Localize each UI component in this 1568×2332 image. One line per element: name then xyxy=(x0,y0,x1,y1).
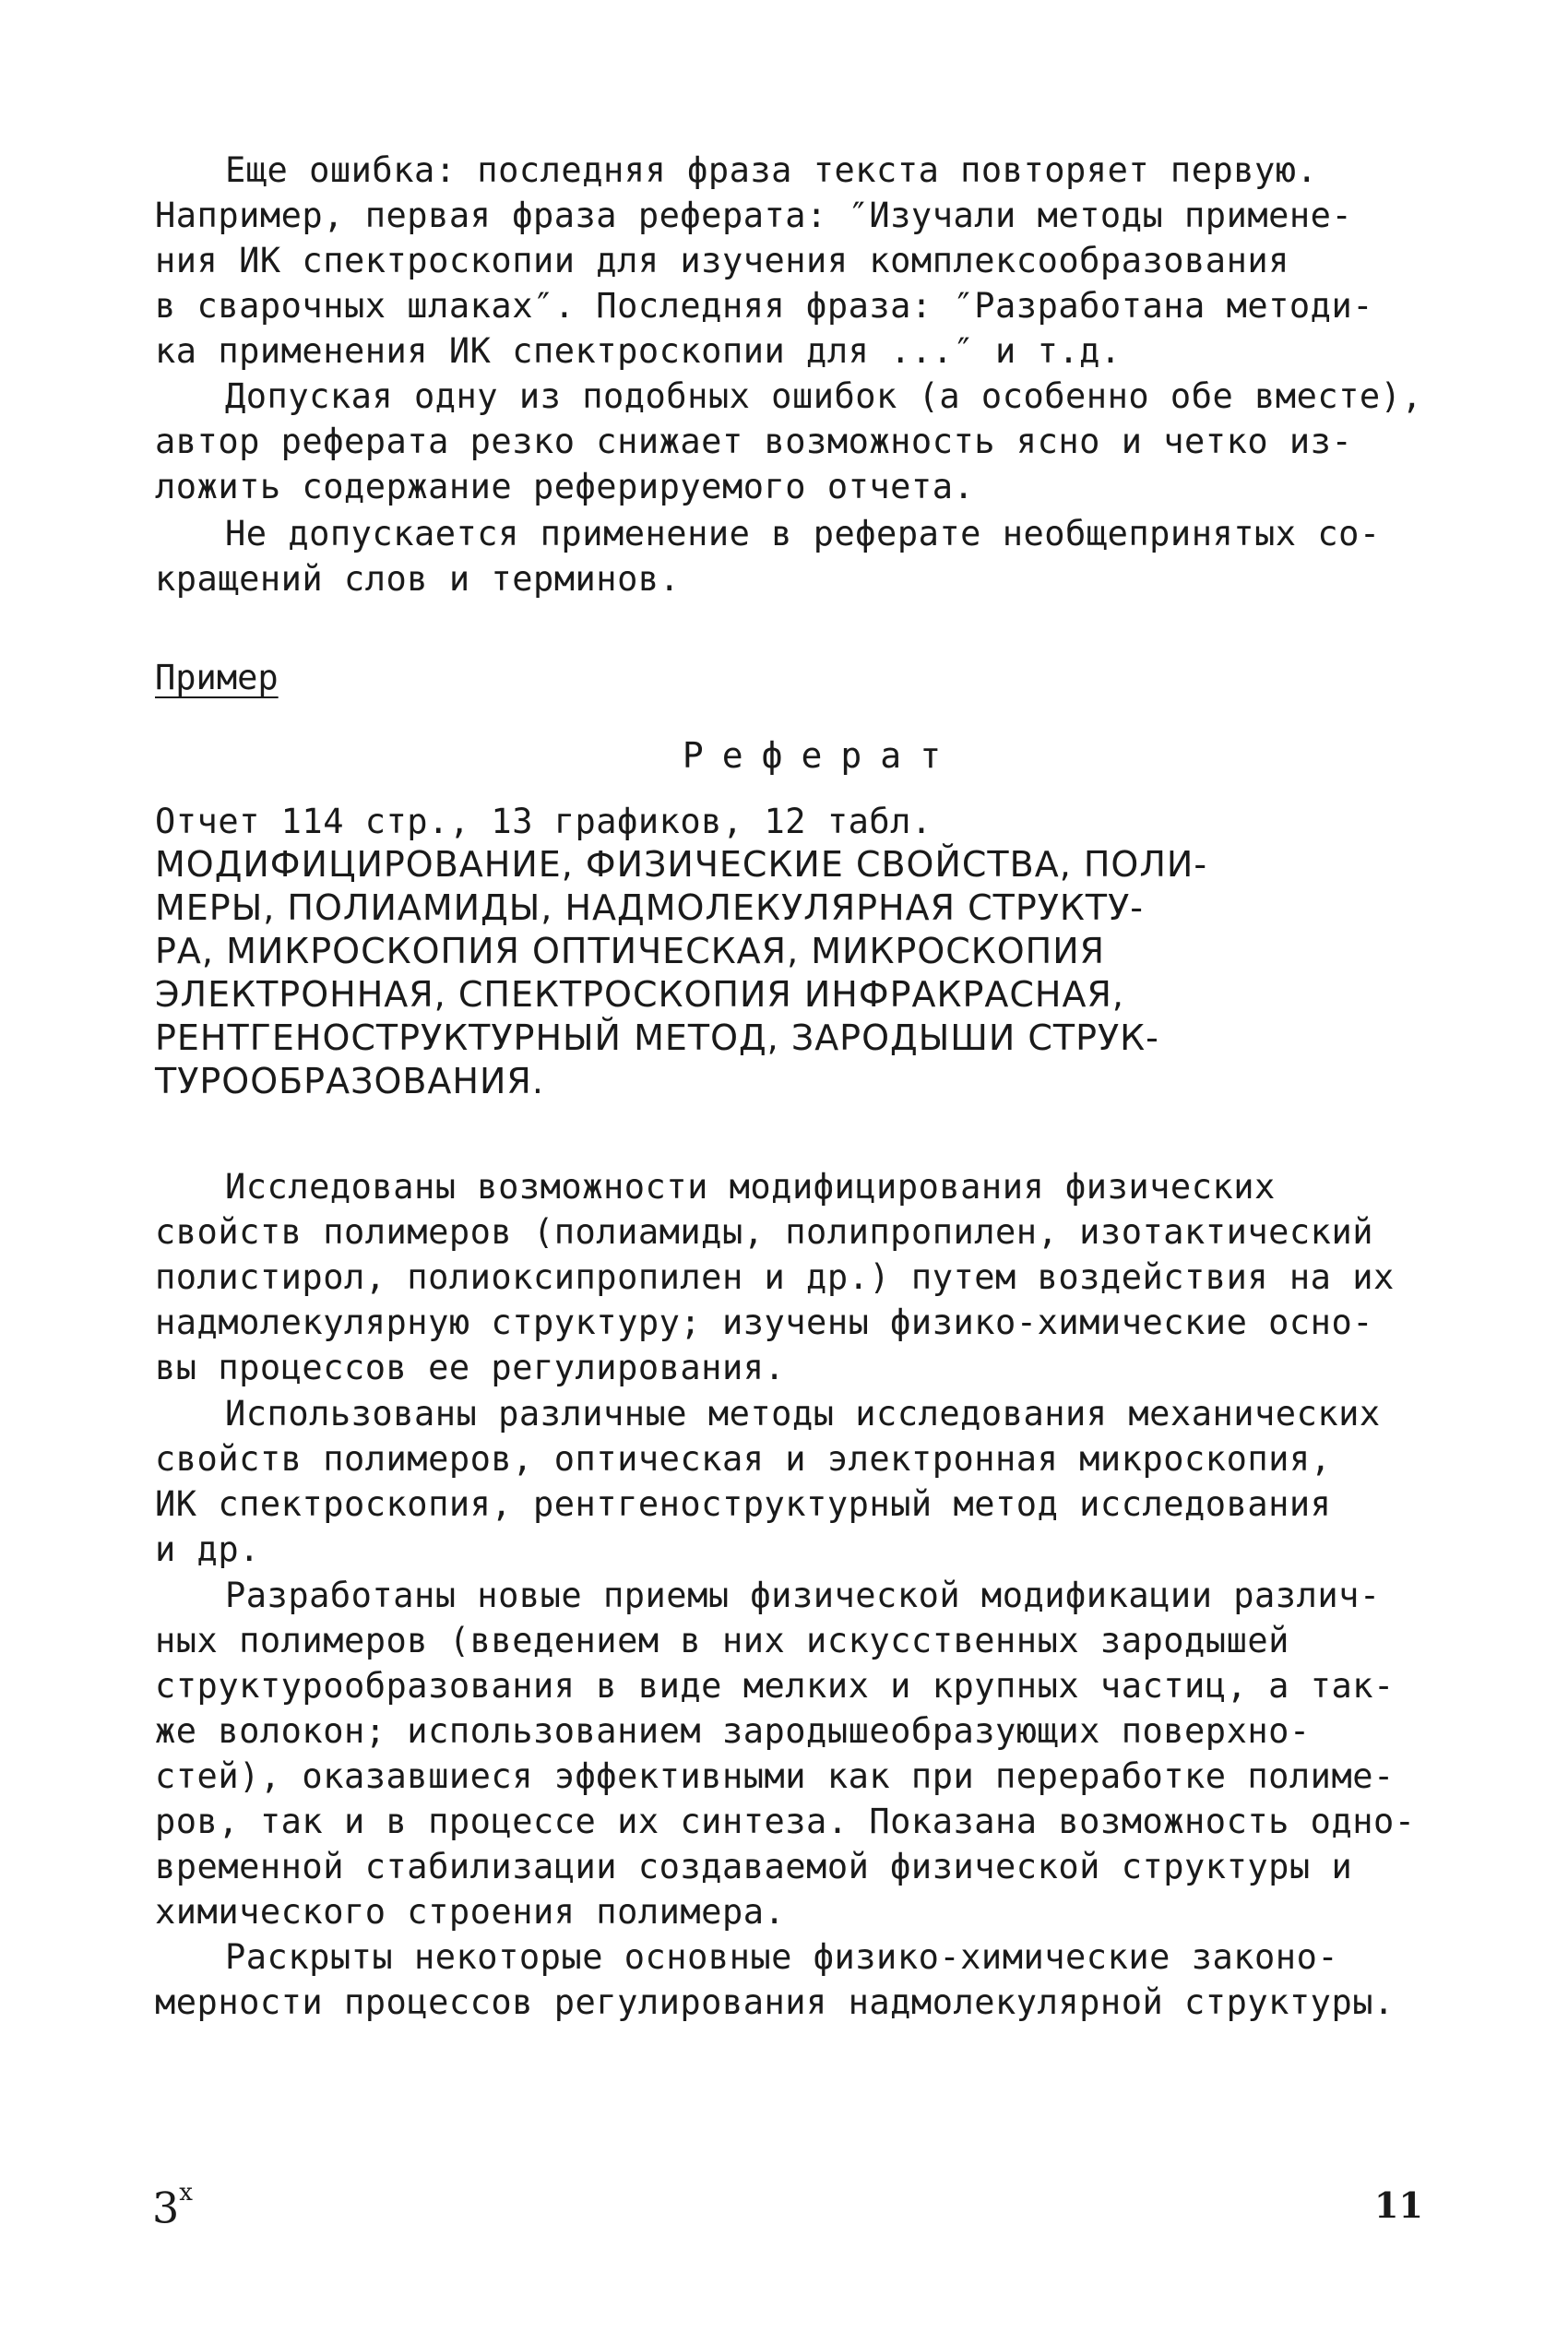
paragraph-investigated xyxy=(155,1164,1446,1390)
text-line: ложить содержание реферируемого отчета. xyxy=(155,467,975,506)
text-line: стей), оказавшиеся эффективными как при переработке полиме- xyxy=(155,1756,1395,1796)
paragraph-methods-used xyxy=(155,1391,1446,1572)
text-line: структурообразования в виде мелких и крупных частиц, а так- xyxy=(155,1666,1395,1706)
text-line: свойств полимеров, оптическая и электронная микроскопия, xyxy=(155,1439,1332,1479)
text-line: надмолекулярную структуру; изучены физико-химические осно- xyxy=(155,1303,1374,1342)
keywords-line: РЕНТГЕНОСТРУКТУРНЫЙ МЕТОД, ЗАРОДЫШИ СТРУК- xyxy=(155,1017,1159,1058)
text-line: ния ИК спектроскопии для изучения комплексообразования xyxy=(155,241,1289,280)
text-line: временной стабилизации создаваемой физической структуры и xyxy=(155,1847,1353,1886)
paragraph-allowing-errors xyxy=(155,374,1446,509)
text-line: свойств полимеров (полиамиды, полипропилен, изотактический xyxy=(155,1212,1374,1252)
text-line: Допуская одну из подобных ошибок (а особенно обе вместе), xyxy=(225,376,1423,416)
report-stats-line: Отчет 114 стр., 13 графиков, 12 табл. xyxy=(155,802,932,841)
signature-mark-base: 3 xyxy=(152,2183,180,2233)
text-line: мерности процессов регулирования надмолекулярной структуры. xyxy=(155,1982,1395,2022)
text-line: и др. xyxy=(155,1529,260,1569)
paragraph-error-example xyxy=(155,148,1446,374)
keywords-line: МОДИФИЦИРОВАНИЕ, ФИЗИЧЕСКИЕ СВОЙСТВА, ПОЛИ- xyxy=(155,844,1208,885)
text-line: полистирол, полиоксипропилен и др.) путем воздействия на их xyxy=(155,1257,1395,1297)
signature-mark xyxy=(152,2177,193,2231)
text-line: Не допускается применение в реферате необщепринятых со- xyxy=(225,514,1381,553)
text-line: Раскрыты некоторые основные физико-химические законо- xyxy=(225,1937,1339,1977)
example-heading: Пример xyxy=(155,658,279,697)
keywords-line: ТУРООБРАЗОВАНИЯ. xyxy=(155,1061,544,1101)
keywords-list xyxy=(155,843,1446,1103)
text-line: кращений слов и терминов. xyxy=(155,559,681,599)
text-line: же волокон; использованием зародышеобразующих поверхно- xyxy=(155,1711,1311,1751)
text-line: ка применения ИК спектроскопии для ...″ и т.д. xyxy=(155,331,1122,371)
text-line: Разработаны новые приемы физической модификации различ- xyxy=(225,1576,1381,1615)
abstract-title: Реферат xyxy=(682,735,960,776)
text-line: в сварочных шлаках″. Последняя фраза: ″Разработана методи- xyxy=(155,286,1374,326)
text-line: Использованы различные методы исследования механических xyxy=(225,1394,1381,1434)
paragraph-revealed xyxy=(155,1934,1446,2025)
text-line: вы процессов ее регулирования. xyxy=(155,1348,786,1387)
text-line: Исследованы возможности модифицирования физических xyxy=(225,1167,1276,1207)
paragraph-abbreviations xyxy=(155,511,1446,601)
signature-mark-sup: x xyxy=(179,2179,193,2207)
text-line: ров, так и в процессе их синтеза. Показана возможность одно- xyxy=(155,1802,1416,1841)
report-stats xyxy=(155,799,1446,844)
text-line: автор реферата резко снижает возможность ясно и четко из- xyxy=(155,422,1353,461)
paragraph-developed xyxy=(155,1573,1446,1934)
text-line: Еще ошибка: последняя фраза текста повторяет первую. xyxy=(225,150,1318,190)
text-line: химического строения полимера. xyxy=(155,1892,786,1932)
keywords-line: МЕРЫ, ПОЛИАМИДЫ, НАДМОЛЕКУЛЯРНАЯ СТРУКТУ- xyxy=(155,887,1144,928)
keywords-line: РА, МИКРОСКОПИЯ ОПТИЧЕСКАЯ, МИКРОСКОПИЯ xyxy=(155,931,1106,971)
keywords-line: ЭЛЕКТРОННАЯ, СПЕКТРОСКОПИЯ ИНФРАКРАСНАЯ, xyxy=(155,974,1124,1015)
text-line: ИК спектроскопия, рентгеноструктурный метод исследования xyxy=(155,1484,1332,1524)
text-line: ных полимеров (введением в них искусственных зародышей xyxy=(155,1621,1289,1660)
page-number: 11 xyxy=(1374,2184,1423,2226)
text-line: Например, первая фраза реферата: ″Изучали методы примене- xyxy=(155,196,1353,235)
